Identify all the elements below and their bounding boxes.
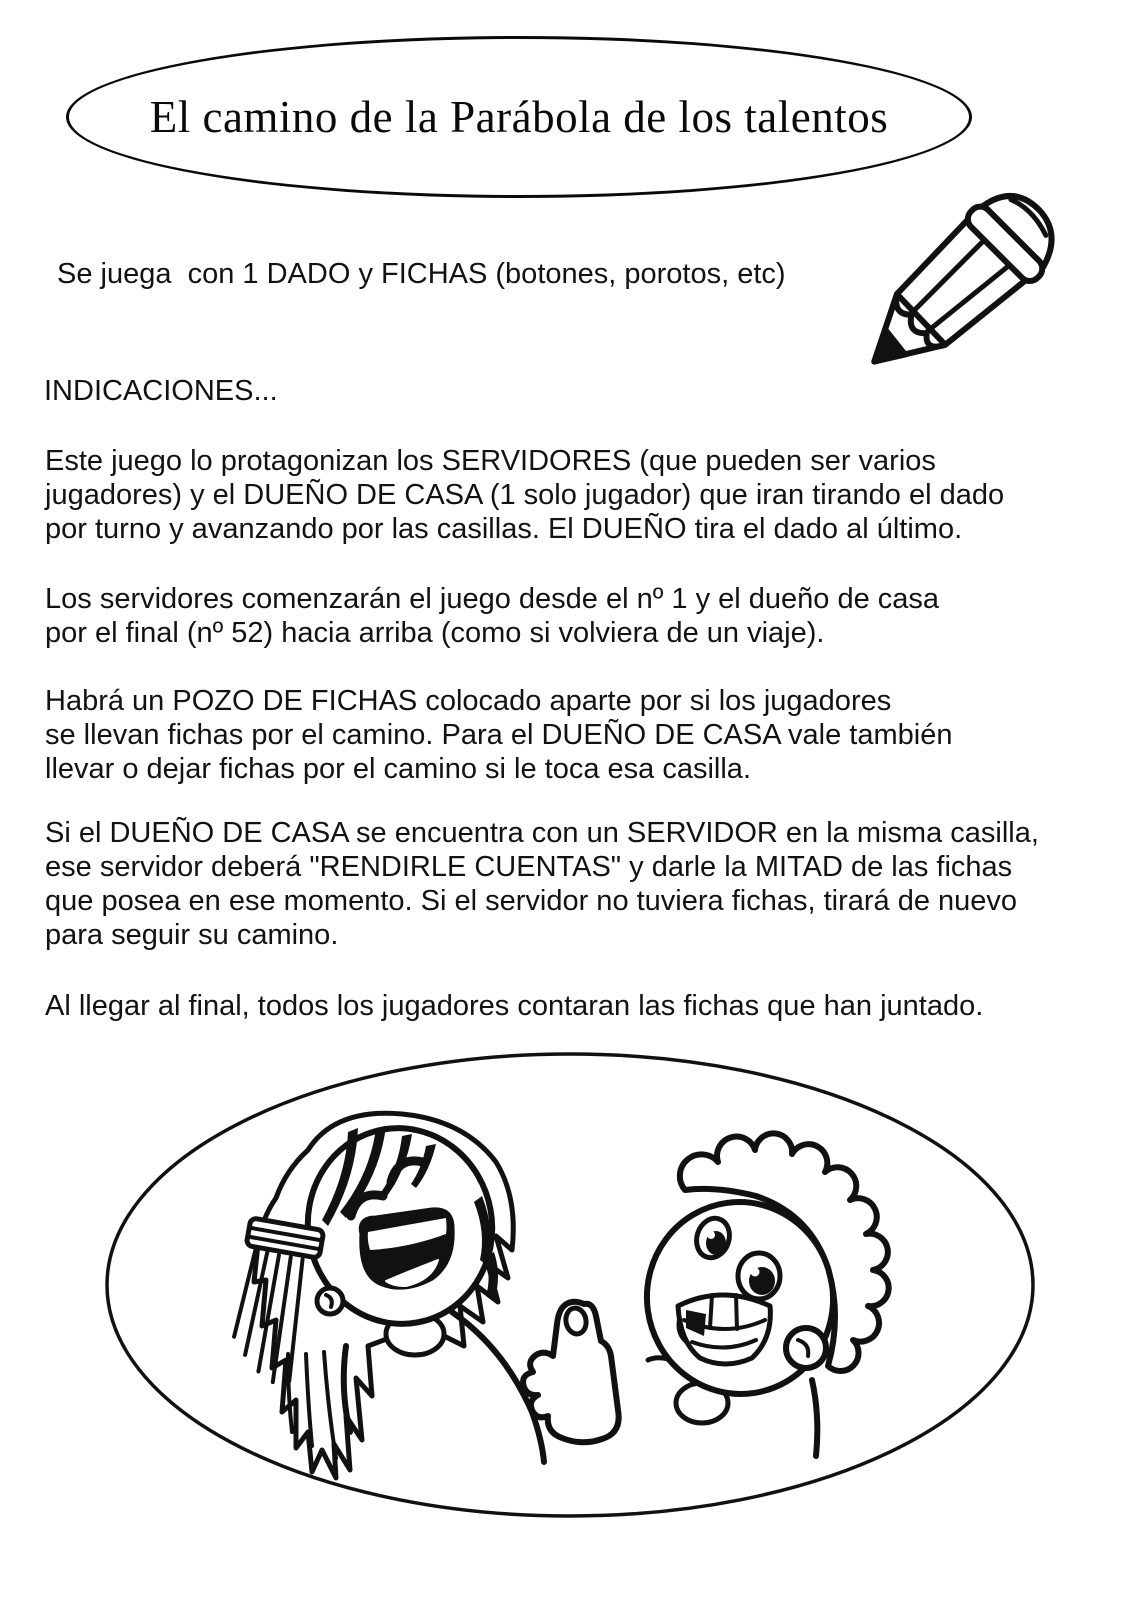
paragraph-line: para seguir su camino. [45, 919, 339, 951]
pencil-illustration-icon [836, 183, 1088, 405]
fingernail [564, 1306, 588, 1335]
paragraph-line: Si el DUEÑO DE CASA se encuentra con un SERVIDOR en la misma casilla, [45, 817, 1039, 849]
title-ellipse [66, 36, 972, 198]
girl-figure [224, 1113, 544, 1478]
paragraph-line: que posea en ese momento. Si el servidor no tuviera fichas, tirará de nuevo [45, 885, 1018, 917]
paragraph-line: Los servidores comenzarán el juego desde el nº 1 y el dueño de casa [45, 583, 940, 615]
paragraph-line: por el final (nº 52) hacia arriba (como si volviera de un viaje). [45, 617, 825, 649]
paragraph [45, 816, 1039, 952]
materials-line: Se juega con 1 DADO y FICHAS (botones, porotos, etc) [57, 258, 786, 290]
page-title: El camino de la Parábola de los talentos [149, 92, 889, 142]
paragraph [45, 684, 952, 786]
paragraph-line: Al llegar al final, todos los jugadores contaran las fichas que han juntado. [45, 990, 984, 1022]
paragraph-line: Este juego lo protagonizan los SERVIDORES (que pueden ser varios [45, 445, 936, 477]
paragraph-line: ese servidor deberá "RENDIRLE CUENTAS" y darle la MITAD de las fichas [45, 851, 1013, 883]
paragraph-line: se llevan fichas por el camino. Para el DUEÑO DE CASA vale también [45, 719, 953, 751]
paragraph [45, 582, 939, 650]
paragraph [45, 989, 983, 1023]
paragraph-line: jugadores) y el DUEÑO DE CASA (1 solo jugador) que iran tirando el dado [45, 479, 1005, 511]
boy-figure [635, 1133, 889, 1456]
paragraph [45, 444, 1004, 546]
paragraph-line: Habrá un POZO DE FICHAS colocado aparte por si los jugadores [45, 685, 892, 717]
children-illustration [100, 1048, 1040, 1523]
paragraph-line: llevar o dejar fichas por el camino si le toca esa casilla. [45, 753, 751, 785]
section-heading: INDICACIONES... [44, 375, 278, 407]
paragraph-line: por turno y avanzando por las casillas. El DUEÑO tira el dado al último. [45, 513, 963, 545]
